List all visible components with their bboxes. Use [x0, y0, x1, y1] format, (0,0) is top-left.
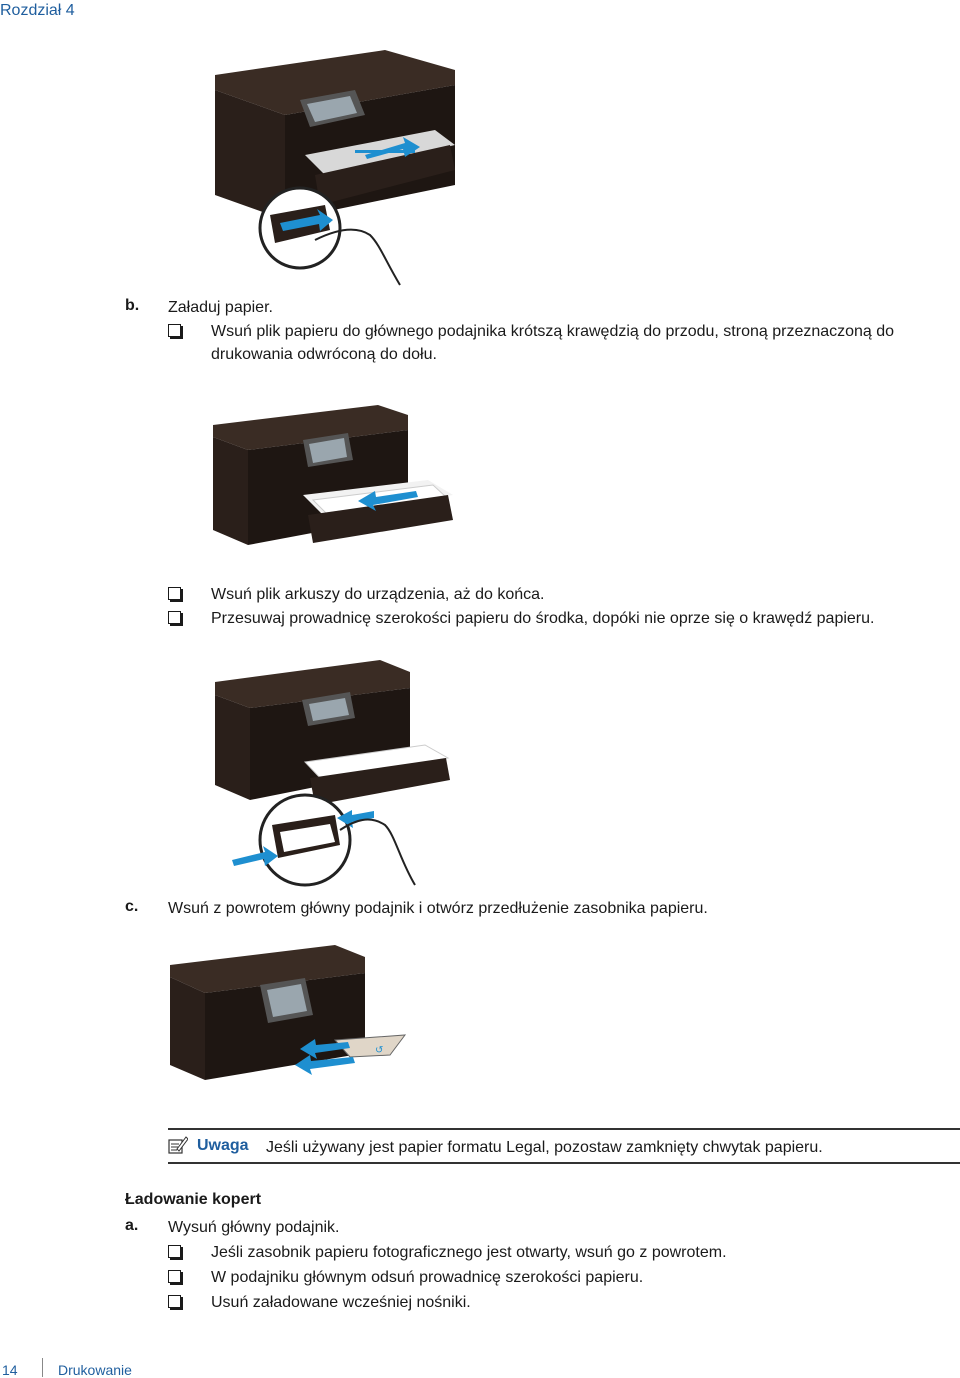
- footer-section: Drukowanie: [58, 1362, 132, 1378]
- note-top-rule: [168, 1128, 960, 1130]
- note-label: Uwaga: [197, 1137, 249, 1154]
- printer-load-paper-figure: [208, 405, 458, 550]
- checkbox-icon: [168, 1245, 181, 1258]
- step-b-item2: Wsuń plik arkuszy do urządzenia, aż do końca.: [211, 586, 545, 603]
- envelope-item3: Usuń załadowane wcześniej nośniki.: [211, 1294, 471, 1311]
- page-number: 14: [2, 1362, 18, 1378]
- step-b-title: Załaduj papier.: [168, 299, 273, 316]
- step-c-text: Wsuń z powrotem główny podajnik i otwórz przedłużenie zasobnika papieru.: [168, 900, 708, 917]
- step-c-letter: c.: [125, 898, 139, 915]
- step-b-item3: Przesuwaj prowadnicę szerokości papieru do środka, dopóki nie oprze się o krawędź papieru.: [211, 610, 875, 627]
- note-bottom-rule: [168, 1162, 960, 1164]
- chapter-header: Rozdział 4: [0, 2, 75, 19]
- printer-guide-slide-figure: [210, 660, 450, 890]
- checkbox-icon: [168, 611, 181, 624]
- svg-text:↺: ↺: [375, 1045, 384, 1056]
- envelope-step-a-text: Wysuń główny podajnik.: [168, 1219, 340, 1236]
- printer-close-tray-figure: [165, 945, 415, 1085]
- printer-open-tray-hand-figure: [205, 45, 465, 290]
- step-b-item1-line2: drukowania odwróconą do dołu.: [211, 346, 437, 363]
- checkbox-icon: [168, 324, 181, 337]
- section-title: Ładowanie kopert: [125, 1191, 262, 1208]
- checkbox-icon: [168, 1295, 181, 1308]
- checkbox-icon: [168, 1270, 181, 1283]
- envelope-step-a-letter: a.: [125, 1217, 139, 1234]
- note-pencil-icon: [168, 1135, 188, 1160]
- step-b-item1-line1: Wsuń plik papieru do głównego podajnika krótszą krawędzią do przodu, stroną przeznaczoną do: [211, 323, 895, 340]
- envelope-item2: W podajniku głównym odsuń prowadnicę szerokości papieru.: [211, 1269, 644, 1286]
- envelope-item1: Jeśli zasobnik papieru fotograficznego jest otwarty, wsuń go z powrotem.: [211, 1244, 727, 1261]
- note-text: Jeśli używany jest papier formatu Legal, pozostaw zamknięty chwytak papieru.: [266, 1139, 823, 1156]
- footer-divider: [42, 1358, 43, 1377]
- checkbox-icon: [168, 587, 181, 600]
- step-b-letter: b.: [125, 297, 140, 314]
